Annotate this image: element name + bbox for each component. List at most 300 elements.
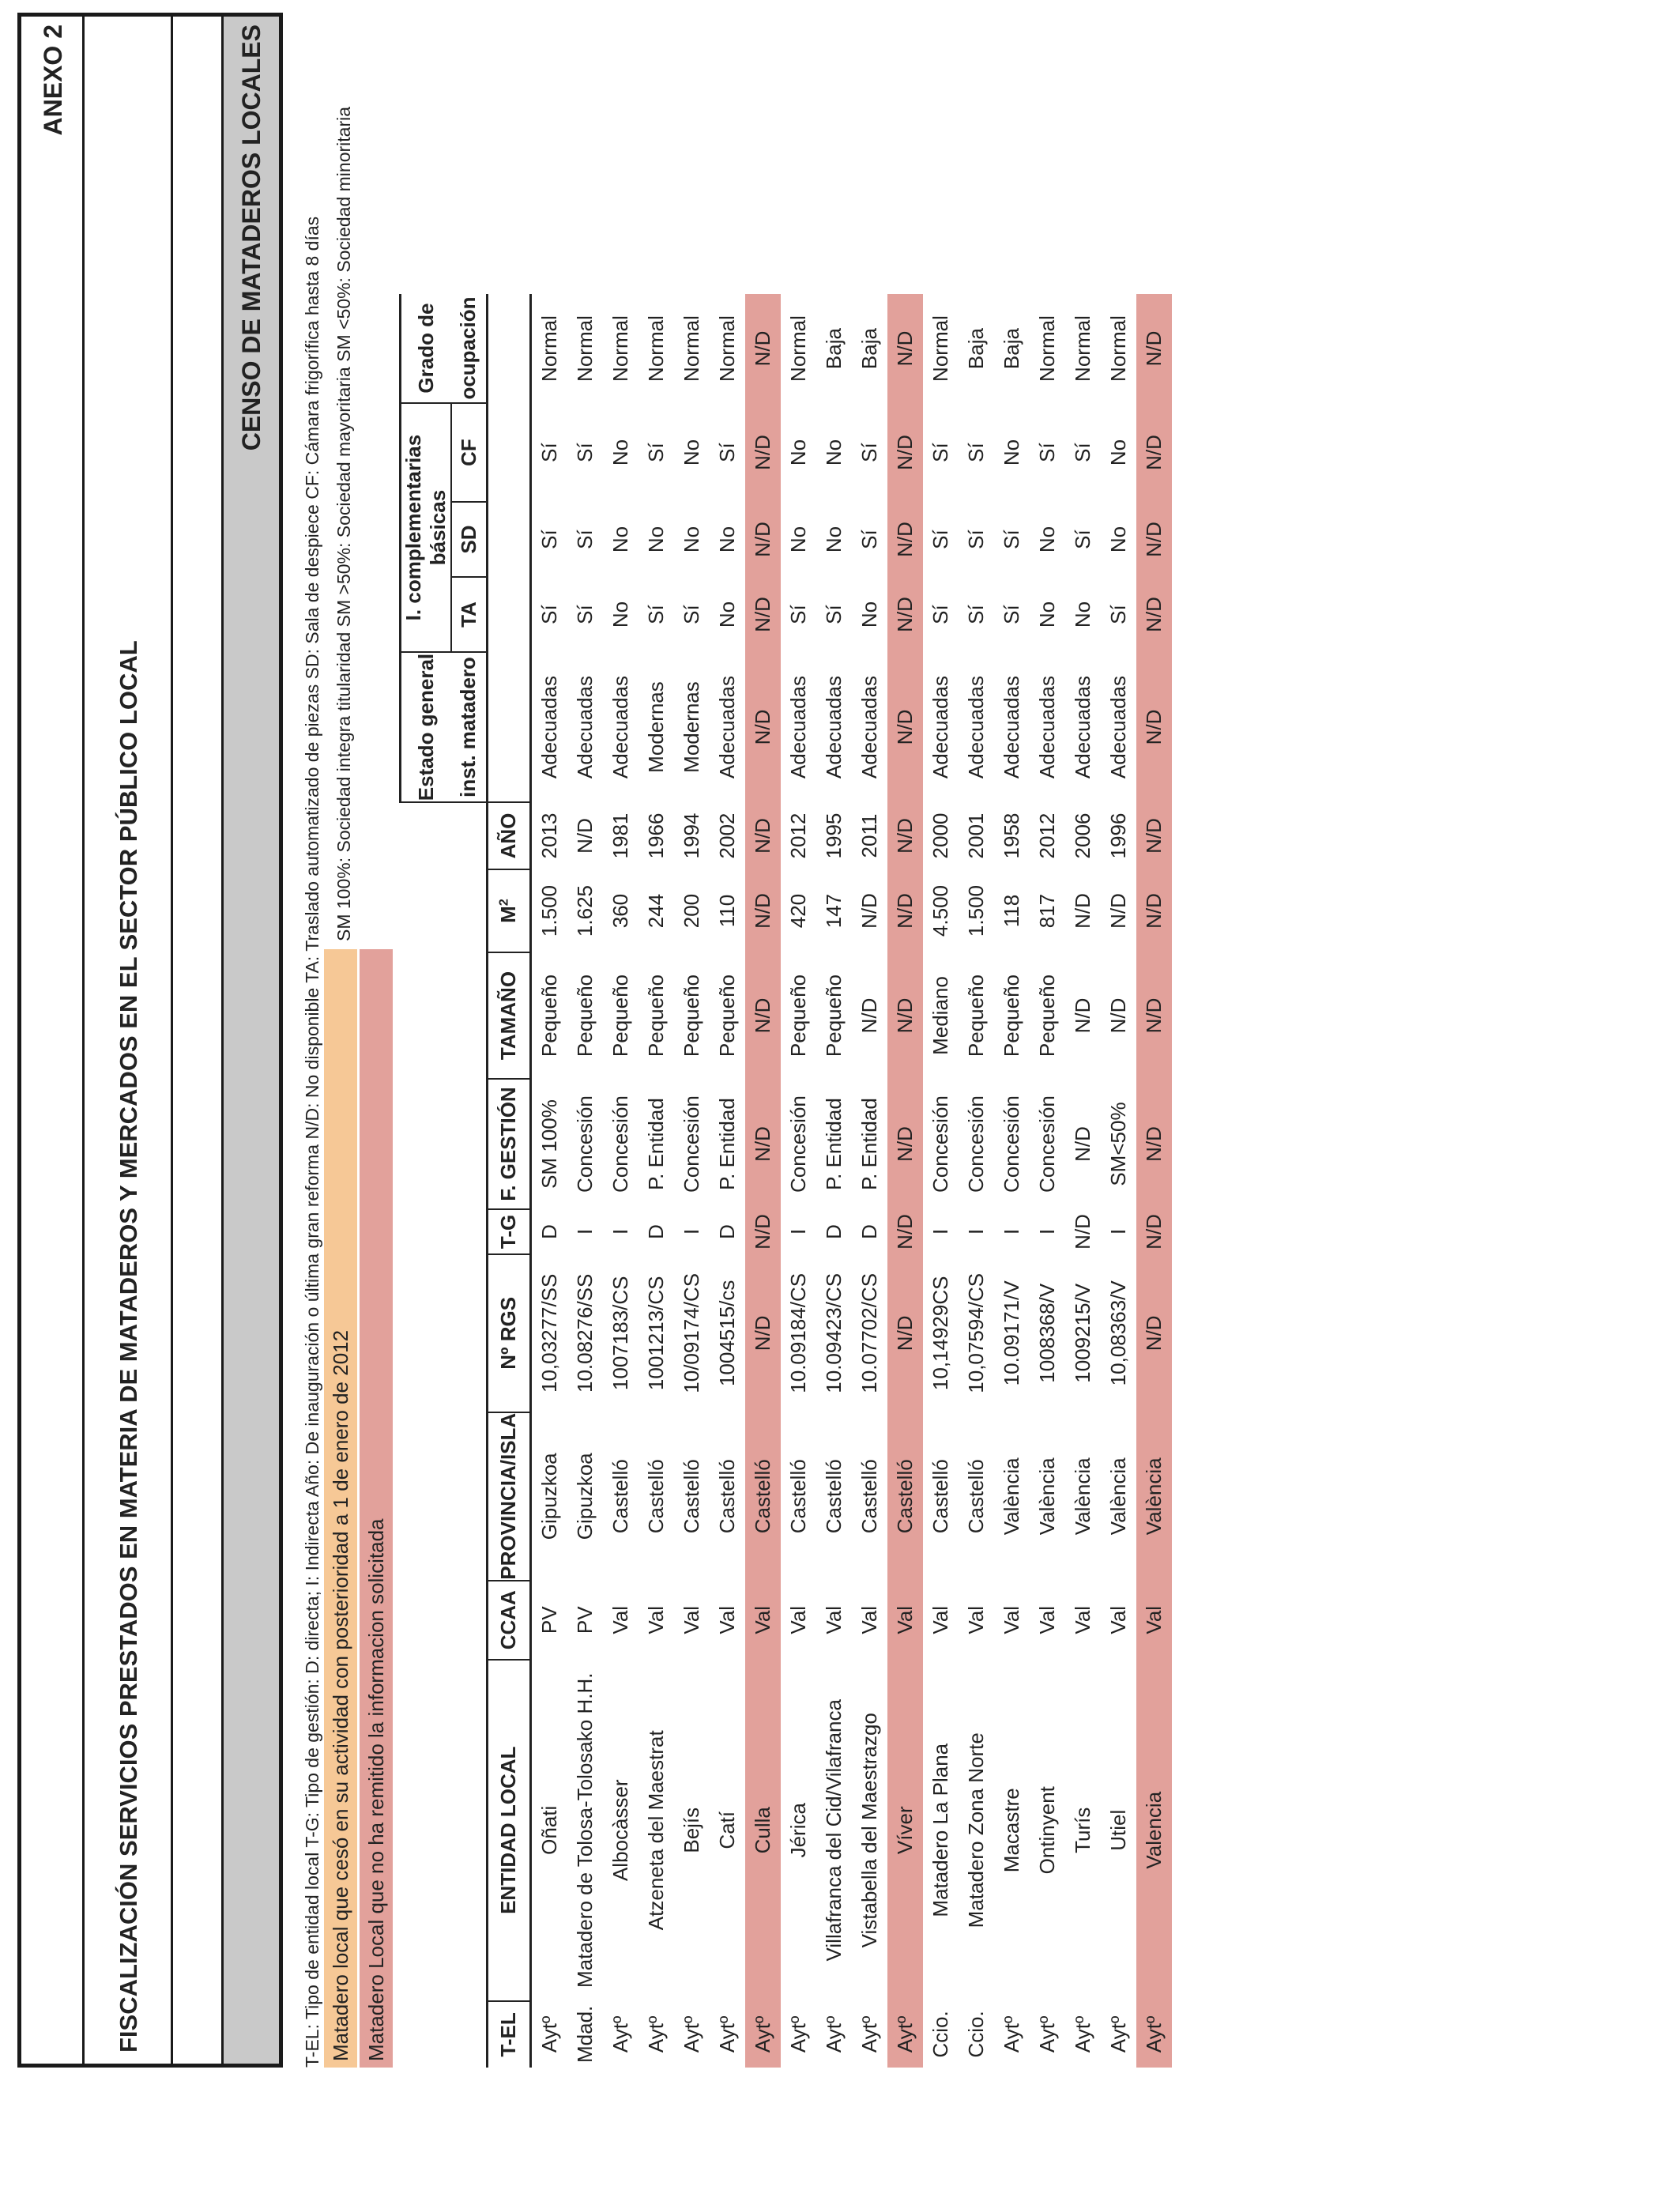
- cell-tg: I: [1106, 1228, 1130, 1235]
- cell-cf: Sí: [572, 443, 597, 462]
- cell-anio: 1995: [821, 812, 846, 859]
- cell-tg: I: [1034, 1228, 1059, 1235]
- cell-entidad: Atzeneta del Maestrat: [643, 1730, 668, 1931]
- cell-ccaa: Val: [1106, 1605, 1130, 1634]
- cell-ta: Sí: [1106, 605, 1130, 624]
- cell-tel: Mdad.: [572, 2005, 597, 2063]
- cell-provincia: Castelló: [714, 1459, 739, 1534]
- col-rgs: Nº RGS: [487, 1254, 530, 1412]
- cell-m2: 147: [821, 893, 846, 929]
- col-cf: CF: [451, 403, 487, 502]
- cell-sd: Sí: [963, 530, 988, 549]
- cell-estado: N/D: [887, 652, 923, 802]
- cell-rgs: 10.09184/CS: [785, 1272, 810, 1393]
- cell-cf: Sí: [537, 443, 561, 462]
- cell-estado: Adecuadas: [928, 675, 952, 779]
- cell-ta: Sí: [928, 605, 952, 624]
- cell-ccaa: Val: [963, 1605, 988, 1634]
- cell-ta: N/D: [745, 577, 781, 652]
- table-row: [923, 294, 959, 2068]
- col-ta: TA: [451, 577, 487, 652]
- cell-tel: Aytº: [1136, 2001, 1172, 2068]
- table-row: [994, 294, 1030, 2068]
- cell-m2: 817: [1034, 893, 1059, 929]
- cell-rgs: 10.07702/CS: [857, 1272, 881, 1393]
- cell-sd: No: [714, 526, 739, 553]
- cell-tg: D: [857, 1224, 881, 1239]
- cell-provincia: Gipuzkoa: [572, 1453, 597, 1540]
- cell-tamano: N/D: [745, 952, 781, 1079]
- cell-m2: 360: [608, 893, 632, 929]
- cell-gestion: N/D: [1136, 1079, 1172, 1209]
- cell-tamano: Pequeño: [963, 974, 988, 1057]
- cell-provincia: Castelló: [643, 1459, 668, 1534]
- cell-m2: 420: [785, 893, 810, 929]
- cell-sd: No: [608, 526, 632, 553]
- cell-anio: N/D: [887, 802, 923, 869]
- cell-tel: Aytº: [608, 2015, 632, 2053]
- cell-cf: N/D: [1136, 403, 1172, 502]
- cell-anio: 2001: [963, 812, 988, 859]
- header-row-top: [401, 294, 452, 2068]
- cell-ta: No: [1070, 601, 1094, 628]
- cell-gestion: Concesión: [963, 1095, 988, 1193]
- header-spacer: [173, 17, 224, 2064]
- cell-m2: N/D: [1106, 893, 1130, 929]
- col-ccaa: CCAA: [487, 1581, 530, 1660]
- cell-rgs: 1007183/CS: [608, 1276, 632, 1391]
- cell-ta: No: [1034, 601, 1059, 628]
- cell-rgs: 10/09174/CS: [679, 1272, 703, 1393]
- section-title: CENSO DE MATADEROS LOCALES: [224, 17, 279, 2064]
- cell-tg: I: [572, 1228, 597, 1235]
- cell-cf: N/D: [887, 403, 923, 502]
- cell-rgs: 10,14929CS: [928, 1276, 952, 1391]
- cell-tamano: N/D: [1106, 997, 1130, 1034]
- cell-grado: Normal: [714, 315, 739, 382]
- cell-entidad: Utiel: [1106, 1809, 1130, 1851]
- cell-provincia: Castelló: [785, 1459, 810, 1534]
- table-row: [887, 294, 923, 2068]
- cell-anio: 1958: [999, 812, 1023, 859]
- cell-ccaa: Val: [1034, 1605, 1059, 1634]
- cell-estado: Adecuadas: [999, 675, 1023, 779]
- cell-grado: Baja: [963, 328, 988, 370]
- cell-tel: Aytº: [785, 2015, 810, 2053]
- cell-tg: I: [608, 1228, 632, 1235]
- cell-cf: No: [821, 439, 846, 466]
- cell-ccaa: Val: [714, 1605, 739, 1634]
- cell-tamano: N/D: [1136, 952, 1172, 1079]
- cell-grado: Normal: [928, 315, 952, 382]
- cell-ccaa: Val: [679, 1605, 703, 1634]
- cell-ccaa: Val: [999, 1605, 1023, 1634]
- cell-tg: D: [821, 1224, 846, 1239]
- table-row: [959, 294, 994, 2068]
- cell-entidad: Oñati: [537, 1805, 561, 1855]
- cell-sd: Sí: [857, 530, 881, 549]
- cell-ccaa: Val: [643, 1605, 668, 1634]
- header-box: [17, 13, 283, 2068]
- cell-ta: Sí: [821, 605, 846, 624]
- col-icb: I. complementarias básicas: [401, 403, 452, 652]
- cell-tel: Ccio.: [963, 2011, 988, 2058]
- cell-ta: Sí: [999, 605, 1023, 624]
- cell-rgs: 10,08363/V: [1106, 1280, 1130, 1386]
- cell-entidad: Matadero Zona Norte: [963, 1732, 988, 1928]
- cell-gestion: P. Entidad: [821, 1098, 846, 1190]
- cell-tamano: N/D: [887, 952, 923, 1079]
- cell-tamano: Pequeño: [999, 974, 1023, 1057]
- cell-grado: N/D: [1136, 294, 1172, 403]
- cell-gestion: N/D: [887, 1079, 923, 1209]
- cell-tel: Aytº: [1034, 2015, 1059, 2053]
- cell-tel: Aytº: [537, 2015, 561, 2053]
- cell-grado: N/D: [887, 294, 923, 403]
- cell-tamano: Pequeño: [1034, 974, 1059, 1057]
- cell-tamano: Pequeño: [643, 974, 668, 1057]
- cell-m2: 1.625: [572, 885, 597, 937]
- cell-entidad: Ontinyent: [1034, 1786, 1059, 1875]
- cell-cf: No: [999, 439, 1023, 466]
- col-grado-line2: ocupación: [451, 294, 487, 403]
- cell-gestion: SM 100%: [537, 1099, 561, 1189]
- cell-tel: Aytº: [821, 2015, 846, 2053]
- cell-sd: No: [785, 526, 810, 553]
- cell-tel: Aytº: [745, 2001, 781, 2068]
- cell-tamano: Pequeño: [679, 974, 703, 1057]
- cell-rgs: 10,07594/CS: [963, 1272, 988, 1393]
- table-body: [530, 294, 1172, 2068]
- cell-m2: N/D: [745, 869, 781, 952]
- table-row: [852, 294, 887, 2068]
- cell-ta: No: [714, 601, 739, 628]
- cell-sd: No: [1106, 526, 1130, 553]
- cell-rgs: 10.09423/CS: [821, 1272, 846, 1393]
- col-m2: $M^2$: [487, 869, 530, 952]
- cell-provincia: València: [1136, 1412, 1172, 1581]
- cell-gestion: Concesión: [928, 1095, 952, 1193]
- cell-ccaa: Val: [785, 1605, 810, 1634]
- table-row: [1136, 294, 1172, 2068]
- cell-sd: Sí: [572, 530, 597, 549]
- cell-tg: D: [643, 1224, 668, 1239]
- cell-entidad: Albocàsser: [608, 1779, 632, 1882]
- legend-closed-band: Matadero local que cesó en su actividad con posterioridad a 1 de enero de 2012: [324, 949, 357, 2068]
- cell-tel: Aytº: [1070, 2015, 1094, 2053]
- cell-estado: Adecuadas: [1106, 675, 1130, 779]
- cell-grado: Normal: [1106, 315, 1130, 382]
- cell-anio: 1994: [679, 812, 703, 859]
- cell-sd: Sí: [1070, 530, 1094, 549]
- cell-tg: N/D: [1136, 1209, 1172, 1254]
- cell-cf: No: [785, 439, 810, 466]
- cell-ta: Sí: [572, 605, 597, 624]
- legend-line-1: T-EL: Tipo de entidad local T-G: Tipo de gestión: D: directa; I: Indirecta Año: De inauguración o última gran reforma N/D: No disponible TA: Traslado automatizado de piezas SD: Sala de despiece CF: Cámara frigorífica hasta 8 días: [302, 216, 322, 2068]
- cell-gestion: P. Entidad: [643, 1098, 668, 1190]
- header-spacer-right: [487, 294, 530, 802]
- cell-provincia: Castelló: [887, 1412, 923, 1581]
- cell-gestion: Concesión: [572, 1095, 597, 1193]
- cell-tamano: Pequeño: [608, 974, 632, 1057]
- col-tel: T-EL: [487, 2001, 530, 2068]
- cell-entidad: Jérica: [785, 1803, 810, 1858]
- cell-gestion: P. Entidad: [857, 1098, 881, 1190]
- cell-sd: No: [679, 526, 703, 553]
- cell-sd: N/D: [1136, 502, 1172, 577]
- cell-tel: Aytº: [679, 2015, 703, 2053]
- cell-tamano: N/D: [857, 997, 881, 1034]
- cell-estado: Modernas: [679, 681, 703, 773]
- cell-ta: No: [857, 601, 881, 628]
- table-row: [781, 294, 816, 2068]
- cell-m2: 1.500: [537, 885, 561, 937]
- cell-ta: No: [608, 601, 632, 628]
- cell-anio: 1966: [643, 812, 668, 859]
- table-row: [1101, 294, 1136, 2068]
- cell-m2: N/D: [1136, 869, 1172, 952]
- cell-ccaa: Val: [1136, 1581, 1172, 1660]
- cell-anio: 2002: [714, 812, 739, 859]
- cell-rgs: 1004515/cs: [714, 1280, 739, 1387]
- cell-gestion: SM<50%: [1106, 1102, 1130, 1186]
- table-row: [1030, 294, 1065, 2068]
- cell-estado: Adecuadas: [785, 675, 810, 779]
- cell-rgs: 1009215/V: [1070, 1283, 1094, 1383]
- cell-cf: Sí: [1070, 443, 1094, 462]
- cell-grado: Normal: [1070, 315, 1094, 382]
- cell-tamano: N/D: [1070, 997, 1094, 1034]
- cell-cf: No: [1106, 439, 1130, 466]
- cell-rgs: N/D: [887, 1254, 923, 1412]
- cell-anio: 2011: [857, 813, 881, 858]
- cell-tel: Aytº: [999, 2015, 1023, 2053]
- annex-label: ANEXO 2: [21, 17, 85, 2064]
- cell-estado: Adecuadas: [963, 675, 988, 779]
- col-entidad: ENTIDAD LOCAL: [487, 1660, 530, 2001]
- cell-tel: Aytº: [887, 2001, 923, 2068]
- header-row-main: [487, 294, 530, 2068]
- cell-anio: 1996: [1106, 812, 1130, 859]
- cell-grado: Normal: [643, 315, 668, 382]
- table-row: [674, 294, 710, 2068]
- cell-ta: Sí: [643, 605, 668, 624]
- cell-entidad: Macastre: [999, 1788, 1023, 1873]
- cell-provincia: Gipuzkoa: [537, 1453, 561, 1540]
- cell-sd: Sí: [928, 530, 952, 549]
- cell-anio: 2012: [1034, 812, 1059, 859]
- cell-grado: Normal: [537, 315, 561, 382]
- cell-tel: Aytº: [643, 2015, 668, 2053]
- cell-grado: Normal: [608, 315, 632, 382]
- table-row: [745, 294, 781, 2068]
- cell-cf: N/D: [745, 403, 781, 502]
- cell-tel: Aytº: [857, 2015, 881, 2053]
- cell-m2: N/D: [887, 869, 923, 952]
- cell-rgs: 10.08276/SS: [572, 1273, 597, 1393]
- cell-ccaa: Val: [887, 1581, 923, 1660]
- table-row: [530, 294, 567, 2068]
- cell-ccaa: Val: [608, 1605, 632, 1634]
- cell-m2: 200: [679, 893, 703, 929]
- cell-anio: N/D: [1136, 802, 1172, 869]
- cell-provincia: València: [1106, 1457, 1130, 1536]
- report-title: FISCALIZACIÓN SERVICIOS PRESTADOS EN MATERIA DE MATADEROS Y MERCADOS EN EL SECTOR PÚBLICO LOCAL: [85, 17, 173, 2064]
- cell-provincia: Castelló: [745, 1412, 781, 1581]
- cell-ta: Sí: [963, 605, 988, 624]
- cell-provincia: Castelló: [963, 1459, 988, 1534]
- cell-rgs: 1001213/CS: [643, 1276, 668, 1391]
- legend-line-2: SM 100%: Sociedad integra titularidad SM >50%: Sociedad mayoritaria SM <50%: Sociedad minoritaria: [333, 106, 354, 941]
- cell-anio: 1981: [608, 812, 632, 859]
- cell-tg: N/D: [1070, 1214, 1094, 1250]
- col-tamano: TAMAÑO: [487, 952, 530, 1079]
- cell-grado: Normal: [785, 315, 810, 382]
- cell-ccaa: Val: [821, 1605, 846, 1634]
- cell-tamano: Mediano: [928, 976, 952, 1055]
- col-sd: SD: [451, 502, 487, 577]
- cell-entidad: Catí: [714, 1811, 739, 1849]
- table-row: [603, 294, 638, 2068]
- cell-m2: N/D: [857, 893, 881, 929]
- cell-cf: Sí: [714, 443, 739, 462]
- cell-anio: 2013: [537, 812, 561, 859]
- cell-sd: No: [1034, 526, 1059, 553]
- cell-m2: 118: [999, 894, 1023, 928]
- cell-estado: Adecuadas: [821, 675, 846, 779]
- cell-estado: Adecuadas: [714, 675, 739, 779]
- cell-ta: Sí: [785, 605, 810, 624]
- cell-ccaa: PV: [572, 1606, 597, 1634]
- cell-ccaa: Val: [745, 1581, 781, 1660]
- cell-rgs: N/D: [745, 1254, 781, 1412]
- cell-estado: Adecuadas: [572, 675, 597, 779]
- cell-m2: N/D: [1070, 893, 1094, 929]
- cell-gestion: Concesión: [785, 1095, 810, 1193]
- cell-grado: Baja: [999, 328, 1023, 370]
- cell-tel: Aytº: [714, 2015, 739, 2053]
- cell-gestion: N/D: [1070, 1126, 1094, 1162]
- cell-cf: Sí: [1034, 443, 1059, 462]
- cell-sd: Sí: [537, 530, 561, 549]
- col-estado-line2: inst. matadero: [451, 652, 487, 802]
- cell-estado: Adecuadas: [537, 675, 561, 779]
- cell-estado: N/D: [1136, 652, 1172, 802]
- cell-anio: N/D: [745, 802, 781, 869]
- cell-tg: I: [679, 1228, 703, 1235]
- cell-rgs: 1008368/V: [1034, 1283, 1059, 1383]
- table-row: [1065, 294, 1101, 2068]
- cell-grado: N/D: [745, 294, 781, 403]
- col-grado-line1: Grado de: [401, 294, 452, 403]
- cell-provincia: València: [1034, 1457, 1059, 1536]
- table-row: [567, 294, 603, 2068]
- table-row: [638, 294, 674, 2068]
- cell-gestion: N/D: [745, 1079, 781, 1209]
- cell-ta: Sí: [679, 605, 703, 624]
- col-estado-line1: Estado general: [401, 652, 452, 802]
- cell-estado: Adecuadas: [1034, 675, 1059, 779]
- cell-tg: I: [785, 1228, 810, 1235]
- cell-estado: Adecuadas: [857, 675, 881, 779]
- cell-cf: No: [608, 439, 632, 466]
- cell-sd: N/D: [745, 502, 781, 577]
- slaughterhouse-table: [399, 294, 1172, 2068]
- cell-rgs: N/D: [1136, 1254, 1172, 1412]
- cell-entidad: Villafranca del Cid/Vilafranca: [821, 1699, 846, 1962]
- cell-estado: Modernas: [643, 681, 668, 773]
- cell-tamano: Pequeño: [821, 974, 846, 1057]
- col-anio: AÑO: [487, 802, 530, 869]
- cell-tamano: Pequeño: [572, 974, 597, 1057]
- cell-grado: Normal: [679, 315, 703, 382]
- cell-provincia: Castelló: [608, 1459, 632, 1534]
- col-tg: T-G: [487, 1209, 530, 1254]
- cell-entidad: Culla: [745, 1660, 781, 2001]
- cell-provincia: Castelló: [679, 1459, 703, 1534]
- cell-cf: Sí: [928, 443, 952, 462]
- cell-ta: N/D: [887, 577, 923, 652]
- cell-entidad: Valencia: [1136, 1660, 1172, 2001]
- cell-rgs: 10,03277/SS: [537, 1273, 561, 1393]
- cell-m2: 1.500: [963, 885, 988, 937]
- cell-provincia: Castelló: [928, 1459, 952, 1534]
- cell-anio: 2000: [928, 812, 952, 859]
- cell-gestion: Concesión: [999, 1095, 1023, 1193]
- cell-anio: 2012: [785, 812, 810, 859]
- cell-sd: No: [821, 526, 846, 553]
- cell-estado: Adecuadas: [608, 675, 632, 779]
- cell-anio: N/D: [572, 818, 597, 854]
- cell-estado: N/D: [745, 652, 781, 802]
- cell-grado: Baja: [857, 328, 881, 370]
- cell-m2: 110: [714, 894, 739, 928]
- cell-tg: N/D: [887, 1209, 923, 1254]
- cell-ta: N/D: [1136, 577, 1172, 652]
- cell-ccaa: Val: [857, 1605, 881, 1634]
- cell-provincia: València: [1070, 1457, 1094, 1536]
- cell-entidad: Vistabella del Maestrazgo: [857, 1713, 881, 1948]
- cell-sd: N/D: [887, 502, 923, 577]
- cell-tg: D: [537, 1224, 561, 1239]
- cell-tel: Aytº: [1106, 2015, 1130, 2053]
- table-row: [710, 294, 745, 2068]
- cell-gestion: Concesión: [1034, 1095, 1059, 1193]
- cell-ccaa: PV: [537, 1606, 561, 1634]
- cell-tel: Ccio.: [928, 2011, 952, 2058]
- cell-tg: I: [999, 1228, 1023, 1235]
- cell-tg: I: [963, 1228, 988, 1235]
- cell-tamano: Pequeño: [785, 974, 810, 1057]
- cell-grado: Normal: [572, 315, 597, 382]
- table-row: [816, 294, 852, 2068]
- cell-provincia: Castelló: [857, 1459, 881, 1534]
- cell-entidad: Víver: [887, 1660, 923, 2001]
- cell-gestion: Concesión: [679, 1095, 703, 1193]
- legend-not-reported-band: Matadero Local que no ha remitido la informacion solicitada: [360, 949, 393, 2068]
- cell-gestion: P. Entidad: [714, 1098, 739, 1190]
- cell-cf: No: [679, 439, 703, 466]
- cell-tamano: Pequeño: [537, 974, 561, 1057]
- cell-anio: 2006: [1070, 812, 1094, 859]
- cell-entidad: Turís: [1070, 1807, 1094, 1853]
- cell-rgs: 10.09171/V: [999, 1280, 1023, 1386]
- cell-ta: Sí: [537, 605, 561, 624]
- cell-grado: Baja: [821, 328, 846, 370]
- cell-tamano: Pequeño: [714, 974, 739, 1057]
- cell-tg: I: [928, 1228, 952, 1235]
- cell-cf: Sí: [963, 443, 988, 462]
